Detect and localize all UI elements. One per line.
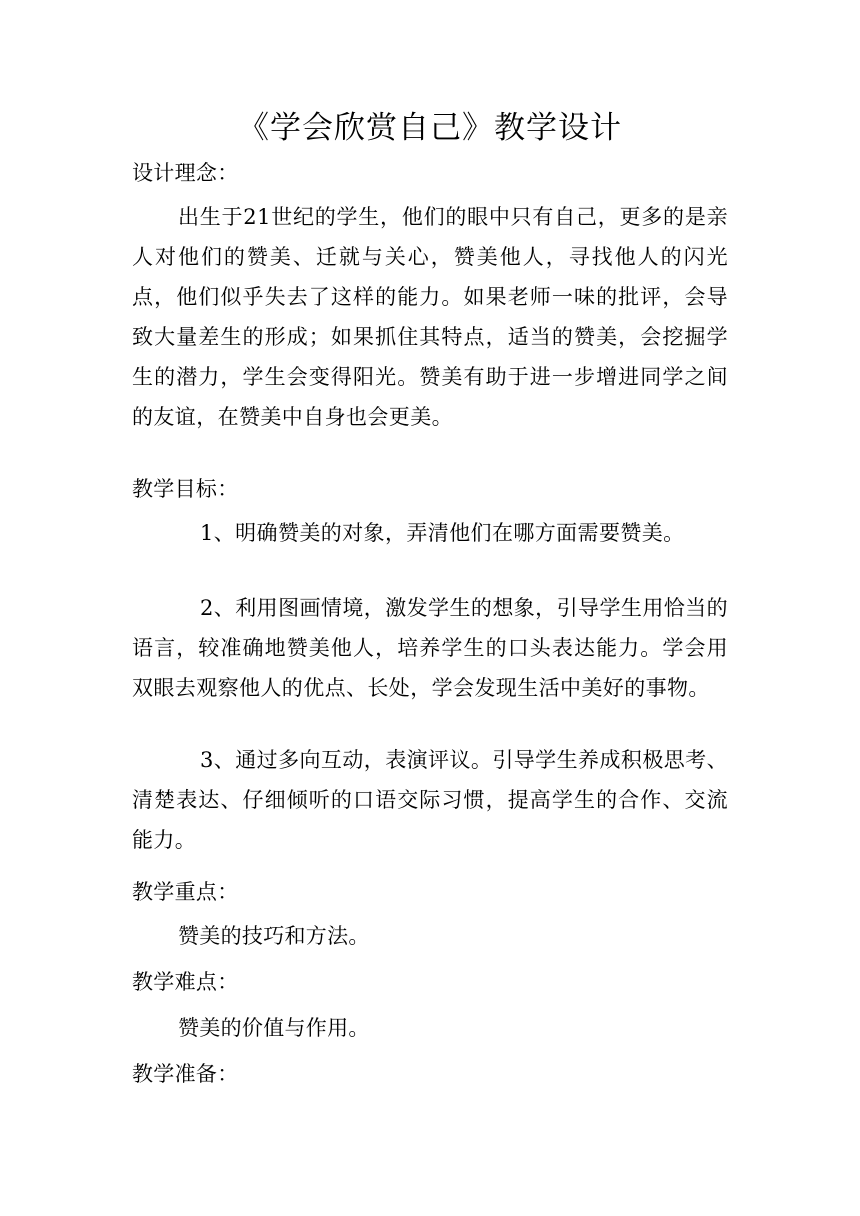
- key-points-body: 赞美的技巧和方法。: [178, 924, 370, 948]
- goal-item-3: 3、通过多向互动，表演评议。引导学生养成积极思考、清楚表达、仔细倾听的口语交际习惯，提高学生的合作、交流能力。: [132, 748, 728, 852]
- difficulties-heading: 教学难点：: [132, 970, 239, 994]
- concept-body: 出生于21世纪的学生，他们的眼中只有自己，更多的是亲人对他们的赞美、迁就与关心，赞美他人，寻找他人的闪光点，他们似乎失去了这样的能力。如果老师一味的批评，会导致大量差生的形成；如果抓住其特点，适当的赞美，会挖掘学生的潜力，学生会变得阳光。赞美有助于进一步增进同学之间的友谊，在赞美中自身也会更美。: [132, 205, 728, 429]
- concept-heading: 设计理念：: [132, 161, 239, 185]
- goals-heading: 教学目标：: [132, 477, 239, 501]
- goal-item-1: 1、明确赞美的对象，弄清他们在哪方面需要赞美。: [200, 521, 685, 545]
- goal-item-2: 2、利用图画情境，激发学生的想象，引导学生用恰当的语言，较准确地赞美他人，培养学生的口头表达能力。学会用双眼去观察他人的优点、长处，学会发现生活中美好的事物。: [132, 596, 728, 700]
- preparation-heading: 教学准备：: [132, 1062, 239, 1086]
- key-points-heading: 教学重点：: [132, 880, 239, 904]
- document-title: 《学会欣赏自己》教学设计: [238, 110, 622, 146]
- difficulties-body: 赞美的价值与作用。: [178, 1016, 370, 1040]
